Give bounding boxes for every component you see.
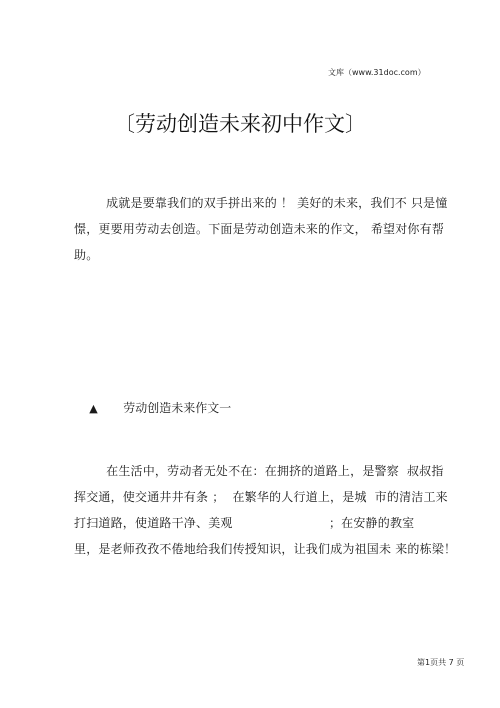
intro-line: 憬，更要用劳动去创造。下面是劳动创造未来的作文， 希望对你有帮 xyxy=(74,222,445,236)
source-note: 文库（www.31doc.com） xyxy=(328,68,426,77)
section-heading-text: 劳动创造未来作文一 xyxy=(123,401,232,415)
page-number: 第1页共 7 页 xyxy=(417,658,465,667)
intro-line: 成就是要靠我们的双手拼出来的 ！ 美好的未来，我们不 只是憧 xyxy=(74,196,448,210)
triangle-bullet-icon: ▲ xyxy=(89,402,98,415)
body-line: 打扫道路，使道路干净、美观 ；在安静的教室 xyxy=(74,516,415,530)
body-line: 里，是老师孜孜不倦地给我们传授知识，让我们成为祖国未 来的栋梁！ xyxy=(74,542,457,556)
document-title: 〔劳动创造未来初中作文〕 xyxy=(114,112,366,136)
body-line: 挥交通，使交通井井有条 ； 在繁华的人行道上，是城 市的清洁工来 xyxy=(74,490,448,504)
body-line: 在生活中，劳动者无处不在：在拥挤的道路上，是警察 叔叔指 xyxy=(74,464,444,478)
section-heading xyxy=(74,381,231,436)
intro-paragraph xyxy=(74,190,448,268)
body-paragraph xyxy=(74,458,457,562)
intro-line: 助。 xyxy=(74,248,99,262)
